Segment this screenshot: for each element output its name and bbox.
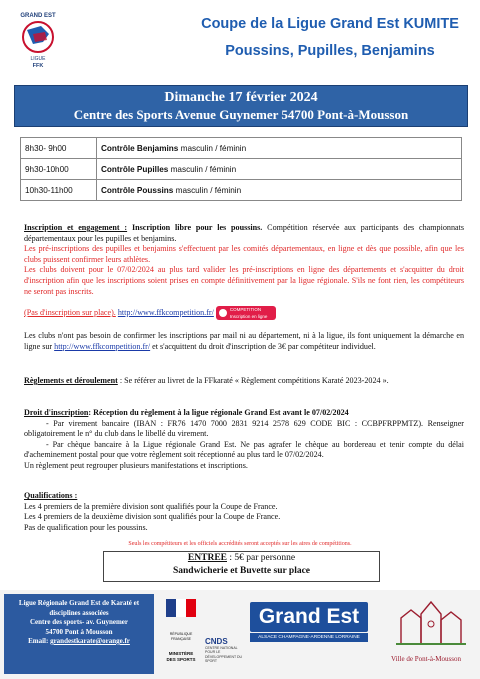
- entree-line: [104, 552, 379, 565]
- accreditation-notice: Seuls les compétiteurs et les officiels accrédités seront acceptés sur les aires de compétitions.: [128, 541, 352, 547]
- footer-org-line-3: 54700 Pont à Mousson: [45, 627, 113, 636]
- droit-virement: - Par virement bancaire (IBAN : FR76 1470 7000 2831 9214 2578 629 CODE BIC : CCBPFRPPMTZ). Renseigner obligatoirement le n° du club dans le libellé du virement.: [24, 418, 464, 439]
- ministere-logo: [160, 597, 202, 672]
- ffk-competition-link-2[interactable]: http://www.ffkcompetition.fr/: [54, 341, 151, 351]
- footer-org-line-2: Centre des sports- av. Guynemer: [29, 618, 129, 626]
- droit-heading: Droit d'inscription: [24, 408, 89, 417]
- schedule-label: Contrôle Poussins: [101, 185, 174, 195]
- footer-org-box: [4, 594, 154, 674]
- qualification-item: Les 4 premiers de la première division sont qualifiés pour la Coupe de France.: [24, 501, 278, 511]
- cnds-title: CNDS: [205, 637, 228, 646]
- badge-line-1: COMPETITION: [229, 307, 262, 312]
- clubs-text-after: et s'acquittent du droit d'inscription de 3€ par compétiteur individuel.: [152, 341, 376, 351]
- droit-lead: : Réception du règlement à la ligue régionale Grand Est avant le 07/02/2024: [88, 408, 349, 417]
- droit-section: [24, 408, 464, 472]
- droit-regroup: Un règlement peut regrouper plusieurs manifestations et inscriptions.: [24, 460, 248, 470]
- schedule-entry: [97, 180, 462, 201]
- clubs-text-before: Les clubs n'ont pas besoin de confirmer les inscriptions par mail ni au département, ni à la ligue, ils font uniquement la démarche en ligne sur: [24, 331, 464, 351]
- event-venue: Centre des Sports Avenue Guynemer 54700 Pont-à-Mousson: [73, 107, 409, 122]
- schedule-entry: [97, 159, 462, 180]
- table-row: [21, 159, 462, 180]
- entree-snack: Sandwicherie et Buvette sur place: [172, 566, 311, 576]
- entree-price: : 5€ par personne: [229, 553, 296, 563]
- schedule-label: Contrôle Pupilles: [101, 164, 169, 174]
- qualifications-section: [24, 491, 464, 533]
- grandest-subtitle: ALSACE CHAMPAGNE-ARDENNE LORRAINE: [250, 633, 368, 642]
- cnds-logo: [205, 637, 247, 677]
- competition-badge-icon: [219, 309, 227, 317]
- table-row: [21, 180, 462, 201]
- schedule-time: 9h30-10h00: [21, 159, 97, 180]
- no-inscription-note: (Pas d'inscription sur place).: [24, 307, 116, 317]
- schedule-detail: masculin / féminin: [170, 164, 237, 174]
- logo-top-text: GRAND EST: [20, 13, 56, 19]
- ministere-line-2: DES SPORTS: [166, 656, 196, 662]
- entree-label: ENTREE: [187, 553, 227, 563]
- title-line-2: Poussins, Pupilles, Benjamins: [225, 43, 435, 59]
- inscription-lead: Inscription libre pour les poussins.: [131, 223, 263, 232]
- schedule-label: Contrôle Benjamins: [101, 143, 179, 153]
- qualification-item: Pas de qualification pour les poussins.: [24, 522, 148, 532]
- cnds-subtitle: CENTRE NATIONAL POUR LE DÉVELOPPEMENT DU SPORT: [205, 646, 243, 663]
- ministere-line-1: MINISTÈRE: [168, 651, 194, 656]
- clubs-paragraph: [24, 331, 464, 352]
- inscription-text-3: Les clubs doivent pour le 07/02/2024 au plus tard valider les pré-inscriptions en ligne des départements et s'acquitter du droit d'inscription afin que les inscriptions soient prises en compte définitivement par la ligue régionale. S'ils ne font rien, les compétiteurs ne seront pas inscrits.: [24, 265, 464, 296]
- ville-name: Ville de Pont-à-Mousson: [391, 655, 461, 663]
- logo-bottom-text-1: LIGUE: [30, 56, 46, 62]
- footer-org-line-1: Ligue Régionale Grand Est de Karaté et disciplines associées: [18, 599, 140, 617]
- page-title: [190, 14, 470, 62]
- footer-email-line: [4, 637, 154, 647]
- inscription-heading: Inscription et engagement :: [24, 223, 128, 232]
- ligue-logo: [15, 10, 61, 68]
- entree-box: [103, 551, 380, 582]
- inscription-link-line: [24, 306, 464, 320]
- grandest-title: Grand Est: [250, 602, 368, 632]
- schedule-time: 8h30- 9h00: [21, 138, 97, 159]
- badge-line-2: Inscription en ligne: [229, 314, 268, 319]
- droit-cheque: - Par chèque bancaire à la Ligue régionale Grand Est. Ne pas agrafer le chèque au bordereau et tenir compte du délai d'acheminement postal pour que votre règlement soit réceptionné au plus tard le 07/02/2024.: [24, 439, 464, 460]
- schedule-detail: masculin / féminin: [180, 143, 247, 153]
- ville-logo: [376, 594, 476, 674]
- schedule-table: [20, 137, 462, 201]
- grandest-logo: [250, 602, 368, 644]
- qualifications-heading: Qualifications :: [24, 491, 78, 500]
- schedule-time: 10h30-11h00: [21, 180, 97, 201]
- reglements-paragraph: [24, 376, 464, 387]
- inscription-text-1: Compétition réservée aux participants des championnats départementaux pour les pupilles et benjamins.: [24, 223, 464, 243]
- logo-bottom-text-2: FFK: [32, 63, 44, 68]
- event-date: Dimanche 17 février 2024: [164, 90, 318, 105]
- table-row: [21, 138, 462, 159]
- footer-email-label: Email:: [28, 637, 49, 645]
- footer-email-link[interactable]: grandestkarate@orange.fr: [50, 637, 130, 645]
- date-banner: [14, 85, 468, 127]
- inscription-text-2: Les pré-inscriptions des pupilles et benjamins s'effectuent par les comités départementaux, en ligne et dès que possible, afin que les clubs puissent confirmer leurs athlètes.: [24, 244, 464, 264]
- qualification-item: Les 4 premiers de la deuxième division sont qualifiés pour la Coupe de France.: [24, 512, 281, 522]
- reglements-text: : Se référer au livret de la FFkaraté « Règlement compétitions Karaté 2023-2024 ».: [119, 376, 389, 385]
- schedule-detail: masculin / féminin: [175, 185, 242, 195]
- ville-building-icon: [376, 594, 476, 650]
- title-line-1: Coupe de la Ligue Grand Est KUMITE: [201, 16, 459, 32]
- reglements-heading: Règlements et déroulement: [24, 376, 118, 385]
- inscription-section: [24, 223, 464, 297]
- schedule-entry: [97, 138, 462, 159]
- rf-label: RÉPUBLIQUE FRANÇAISE: [169, 632, 193, 641]
- competition-badge[interactable]: [216, 306, 276, 320]
- ffk-competition-link[interactable]: http://www.ffkcompetition.fr/: [117, 307, 214, 317]
